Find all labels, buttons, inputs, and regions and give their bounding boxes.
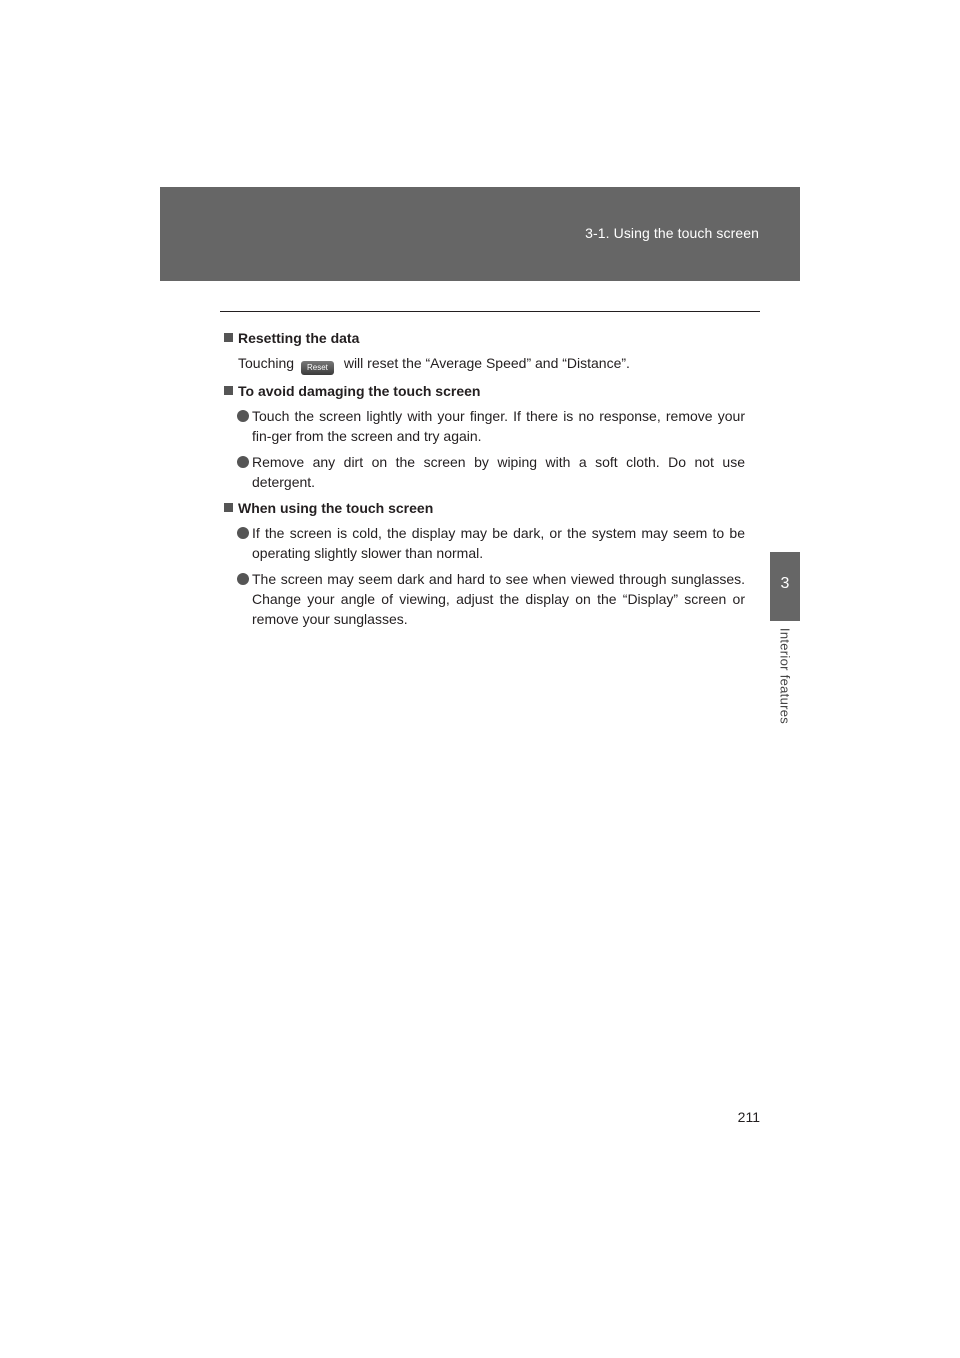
reset-button-icon: Reset xyxy=(301,361,334,375)
heading-text: When using the touch screen xyxy=(238,500,434,516)
circle-bullet-icon xyxy=(237,410,249,422)
list-item xyxy=(220,523,745,563)
section-title: 3-1. Using the touch screen xyxy=(585,225,759,241)
square-bullet-icon xyxy=(224,333,233,342)
list-item xyxy=(220,406,745,446)
section-avoid-damage xyxy=(220,381,745,492)
page-content xyxy=(220,328,745,635)
chapter-number: 3 xyxy=(780,575,790,592)
chapter-label: Interior features xyxy=(777,627,793,725)
section-heading xyxy=(220,381,745,401)
list-item-text: Touch the screen lightly with your finger. If there is no response, remove your fin-ger from the screen and try again. xyxy=(252,408,745,444)
list-item-text: If the screen is cold, the display may be dark, or the system may seem to be operating slightly slower than normal. xyxy=(252,525,745,561)
section-using-touch-screen xyxy=(220,498,745,629)
section-heading xyxy=(220,498,745,518)
list-item-text: Remove any dirt on the screen by wiping with a soft cloth. Do not use detergent. xyxy=(252,454,745,490)
header-bar xyxy=(160,187,800,281)
square-bullet-icon xyxy=(224,503,233,512)
heading-text: To avoid damaging the touch screen xyxy=(238,383,481,399)
page-number: 211 xyxy=(737,1109,760,1125)
paragraph-text-before: Touching xyxy=(238,355,295,371)
paragraph-text-after: will reset the “Average Speed” and “Distance”. xyxy=(343,355,630,371)
list-item xyxy=(220,569,745,629)
divider-rule xyxy=(220,311,760,312)
heading-text: Resetting the data xyxy=(238,330,360,346)
circle-bullet-icon xyxy=(237,456,249,468)
list-item-text: The screen may seem dark and hard to see when viewed through sunglasses. Change your angle of viewing, adjust the display on the “Display” screen or remove your sunglasses. xyxy=(252,571,745,627)
list-item xyxy=(220,452,745,492)
circle-bullet-icon xyxy=(237,573,249,585)
chapter-tab xyxy=(770,552,800,621)
square-bullet-icon xyxy=(224,386,233,395)
paragraph xyxy=(238,353,745,375)
circle-bullet-icon xyxy=(237,527,249,539)
section-resetting-data xyxy=(220,328,745,375)
section-heading xyxy=(220,328,745,348)
